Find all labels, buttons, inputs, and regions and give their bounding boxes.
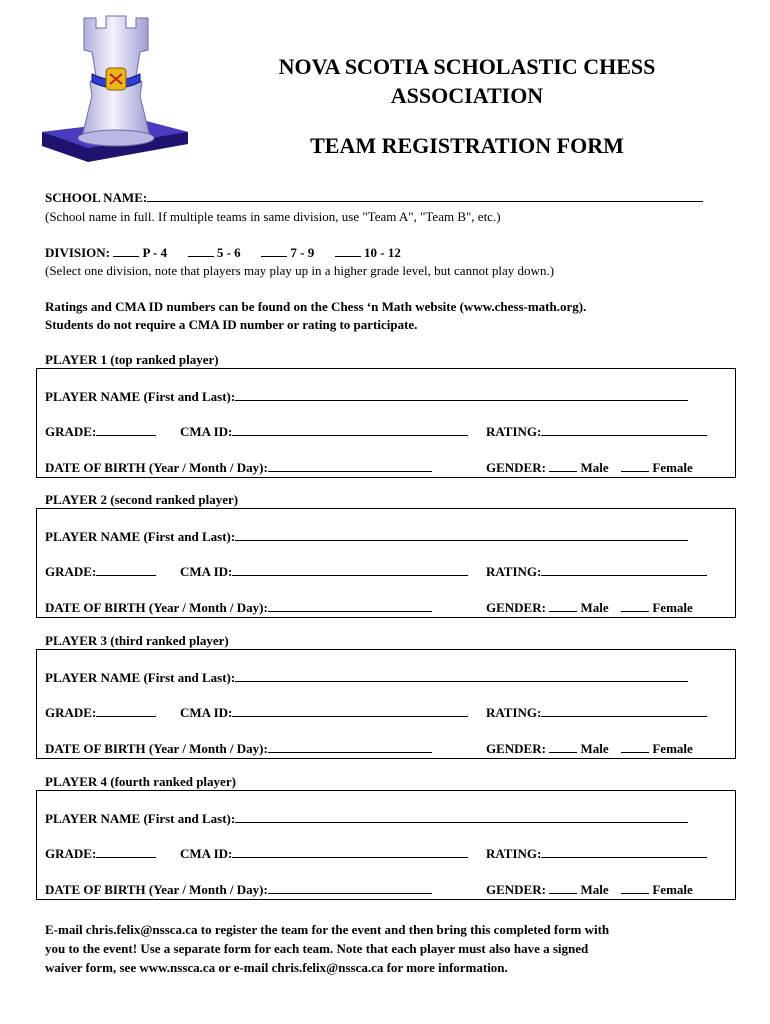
player-1-female-checkbox[interactable] [621, 460, 649, 472]
org-title-line2: ASSOCIATION [390, 83, 544, 108]
cma-id-label: CMA ID: [180, 564, 233, 579]
division-option-p4: P - 4 [142, 245, 168, 260]
dob-label: DATE OF BIRTH (Year / Month / Day): [45, 600, 268, 615]
player-1-cma-field[interactable] [232, 424, 468, 436]
player-3-rating-row [486, 705, 707, 721]
player-1-rating-field[interactable] [541, 424, 707, 436]
player-1-name-row [45, 389, 688, 405]
division-label: DIVISION: [45, 245, 111, 260]
female-label: Female [652, 741, 693, 756]
dob-label: DATE OF BIRTH (Year / Month / Day): [45, 460, 268, 475]
player-1-cma-row [180, 424, 468, 440]
player-1-dob-row [45, 460, 432, 476]
player-3-name-field[interactable] [235, 670, 688, 682]
player-1-gender-row [486, 460, 693, 476]
school-name-field[interactable] [147, 190, 703, 202]
player-3-grade-row [45, 705, 156, 721]
player-2-rating-field[interactable] [541, 564, 707, 576]
player-4-grade-field[interactable] [96, 846, 156, 858]
division-checkbox-79[interactable] [261, 245, 287, 257]
player-4-male-checkbox[interactable] [549, 882, 577, 894]
player-2-dob-row [45, 600, 432, 616]
player-2-dob-field[interactable] [268, 600, 432, 612]
footer-line1: E-mail chris.felix@nssca.ca to register the team for the event and then bring this completed form with [45, 922, 610, 937]
player-4-female-checkbox[interactable] [621, 882, 649, 894]
player-2-grade-field[interactable] [96, 564, 156, 576]
grade-label: GRADE: [45, 705, 97, 720]
player-3-name-row [45, 670, 688, 686]
player-4-cma-row [180, 846, 468, 862]
player-3-dob-row [45, 741, 432, 757]
player-2-gender-row [486, 600, 693, 616]
gender-label: GENDER: [486, 460, 546, 475]
player-4-gender-row [486, 882, 693, 898]
player-4-dob-field[interactable] [268, 882, 432, 894]
player-2-rating-row [486, 564, 707, 580]
player-3-heading: PLAYER 3 (third ranked player) [45, 633, 229, 648]
player-1-name-field[interactable] [235, 389, 688, 401]
school-name-row [45, 190, 703, 206]
player-1-grade-row [45, 424, 156, 440]
division-row [45, 245, 401, 261]
player-2-grade-row [45, 564, 156, 580]
player-1-heading: PLAYER 1 (top ranked player) [45, 352, 219, 367]
division-note: (Select one division, note that players may play up in a higher grade level, but cannot play down.) [45, 263, 555, 278]
dob-label: DATE OF BIRTH (Year / Month / Day): [45, 882, 268, 897]
rating-label: RATING: [486, 846, 542, 861]
female-label: Female [652, 460, 693, 475]
female-label: Female [652, 600, 693, 615]
division-option-79: 7 - 9 [290, 245, 315, 260]
player-2-name-row [45, 529, 688, 545]
division-checkbox-p4[interactable] [113, 245, 139, 257]
school-name-label: SCHOOL NAME: [45, 190, 148, 205]
org-title-line1: NOVA SCOTIA SCHOLASTIC CHESS [278, 54, 656, 79]
player-2-cma-row [180, 564, 468, 580]
ratings-note-line1: Ratings and CMA ID numbers can be found on the Chess ‘n Math website (www.chess-math.org). [45, 299, 587, 314]
male-label: Male [580, 741, 609, 756]
grade-label: GRADE: [45, 424, 97, 439]
school-note: (School name in full. If multiple teams in same division, use "Team A", "Team B", etc.) [45, 209, 501, 224]
player-2-cma-field[interactable] [232, 564, 468, 576]
male-label: Male [580, 600, 609, 615]
gender-label: GENDER: [486, 600, 546, 615]
player-2-male-checkbox[interactable] [549, 600, 577, 612]
footer-line3: waiver form, see www.nssca.ca or e-mail chris.felix@nssca.ca for more information. [45, 960, 508, 975]
player-1-dob-field[interactable] [268, 460, 432, 472]
dob-label: DATE OF BIRTH (Year / Month / Day): [45, 741, 268, 756]
player-3-rating-field[interactable] [541, 705, 707, 717]
male-label: Male [580, 882, 609, 897]
player-name-label: PLAYER NAME (First and Last): [45, 389, 236, 404]
player-name-label: PLAYER NAME (First and Last): [45, 811, 236, 826]
division-checkbox-1012[interactable] [335, 245, 361, 257]
division-option-1012: 10 - 12 [364, 245, 401, 260]
player-2-female-checkbox[interactable] [621, 600, 649, 612]
division-option-56: 5 - 6 [216, 245, 241, 260]
rating-label: RATING: [486, 705, 542, 720]
player-3-dob-field[interactable] [268, 741, 432, 753]
player-1-male-checkbox[interactable] [549, 460, 577, 472]
player-2-heading: PLAYER 2 (second ranked player) [45, 492, 239, 507]
division-checkbox-56[interactable] [188, 245, 214, 257]
player-2-name-field[interactable] [235, 529, 688, 541]
rating-label: RATING: [486, 424, 542, 439]
rating-label: RATING: [486, 564, 542, 579]
player-3-female-checkbox[interactable] [621, 741, 649, 753]
player-name-label: PLAYER NAME (First and Last): [45, 529, 236, 544]
male-label: Male [580, 460, 609, 475]
player-1-grade-field[interactable] [96, 424, 156, 436]
footer-line2: you to the event! Use a separate form for each team. Note that each player must also have a signed [45, 941, 589, 956]
player-3-male-checkbox[interactable] [549, 741, 577, 753]
chess-rook-logo [40, 12, 190, 167]
gender-label: GENDER: [486, 882, 546, 897]
footer-instructions [45, 920, 735, 977]
player-4-name-row [45, 811, 688, 827]
gender-label: GENDER: [486, 741, 546, 756]
player-4-heading: PLAYER 4 (fourth ranked player) [45, 774, 236, 789]
player-3-cma-row [180, 705, 468, 721]
form-title: TEAM REGISTRATION FORM [310, 133, 624, 158]
cma-id-label: CMA ID: [180, 424, 233, 439]
ratings-note-line2: Students do not require a CMA ID number or rating to participate. [45, 317, 418, 332]
player-4-dob-row [45, 882, 432, 898]
player-1-rating-row [486, 424, 707, 440]
player-4-grade-row [45, 846, 156, 862]
female-label: Female [652, 882, 693, 897]
player-4-rating-field[interactable] [541, 846, 707, 858]
grade-label: GRADE: [45, 846, 97, 861]
player-4-rating-row [486, 846, 707, 862]
grade-label: GRADE: [45, 564, 97, 579]
player-3-grade-field[interactable] [96, 705, 156, 717]
player-4-name-field[interactable] [235, 811, 688, 823]
player-3-gender-row [486, 741, 693, 757]
player-4-cma-field[interactable] [232, 846, 468, 858]
cma-id-label: CMA ID: [180, 846, 233, 861]
player-name-label: PLAYER NAME (First and Last): [45, 670, 236, 685]
player-3-cma-field[interactable] [232, 705, 468, 717]
cma-id-label: CMA ID: [180, 705, 233, 720]
